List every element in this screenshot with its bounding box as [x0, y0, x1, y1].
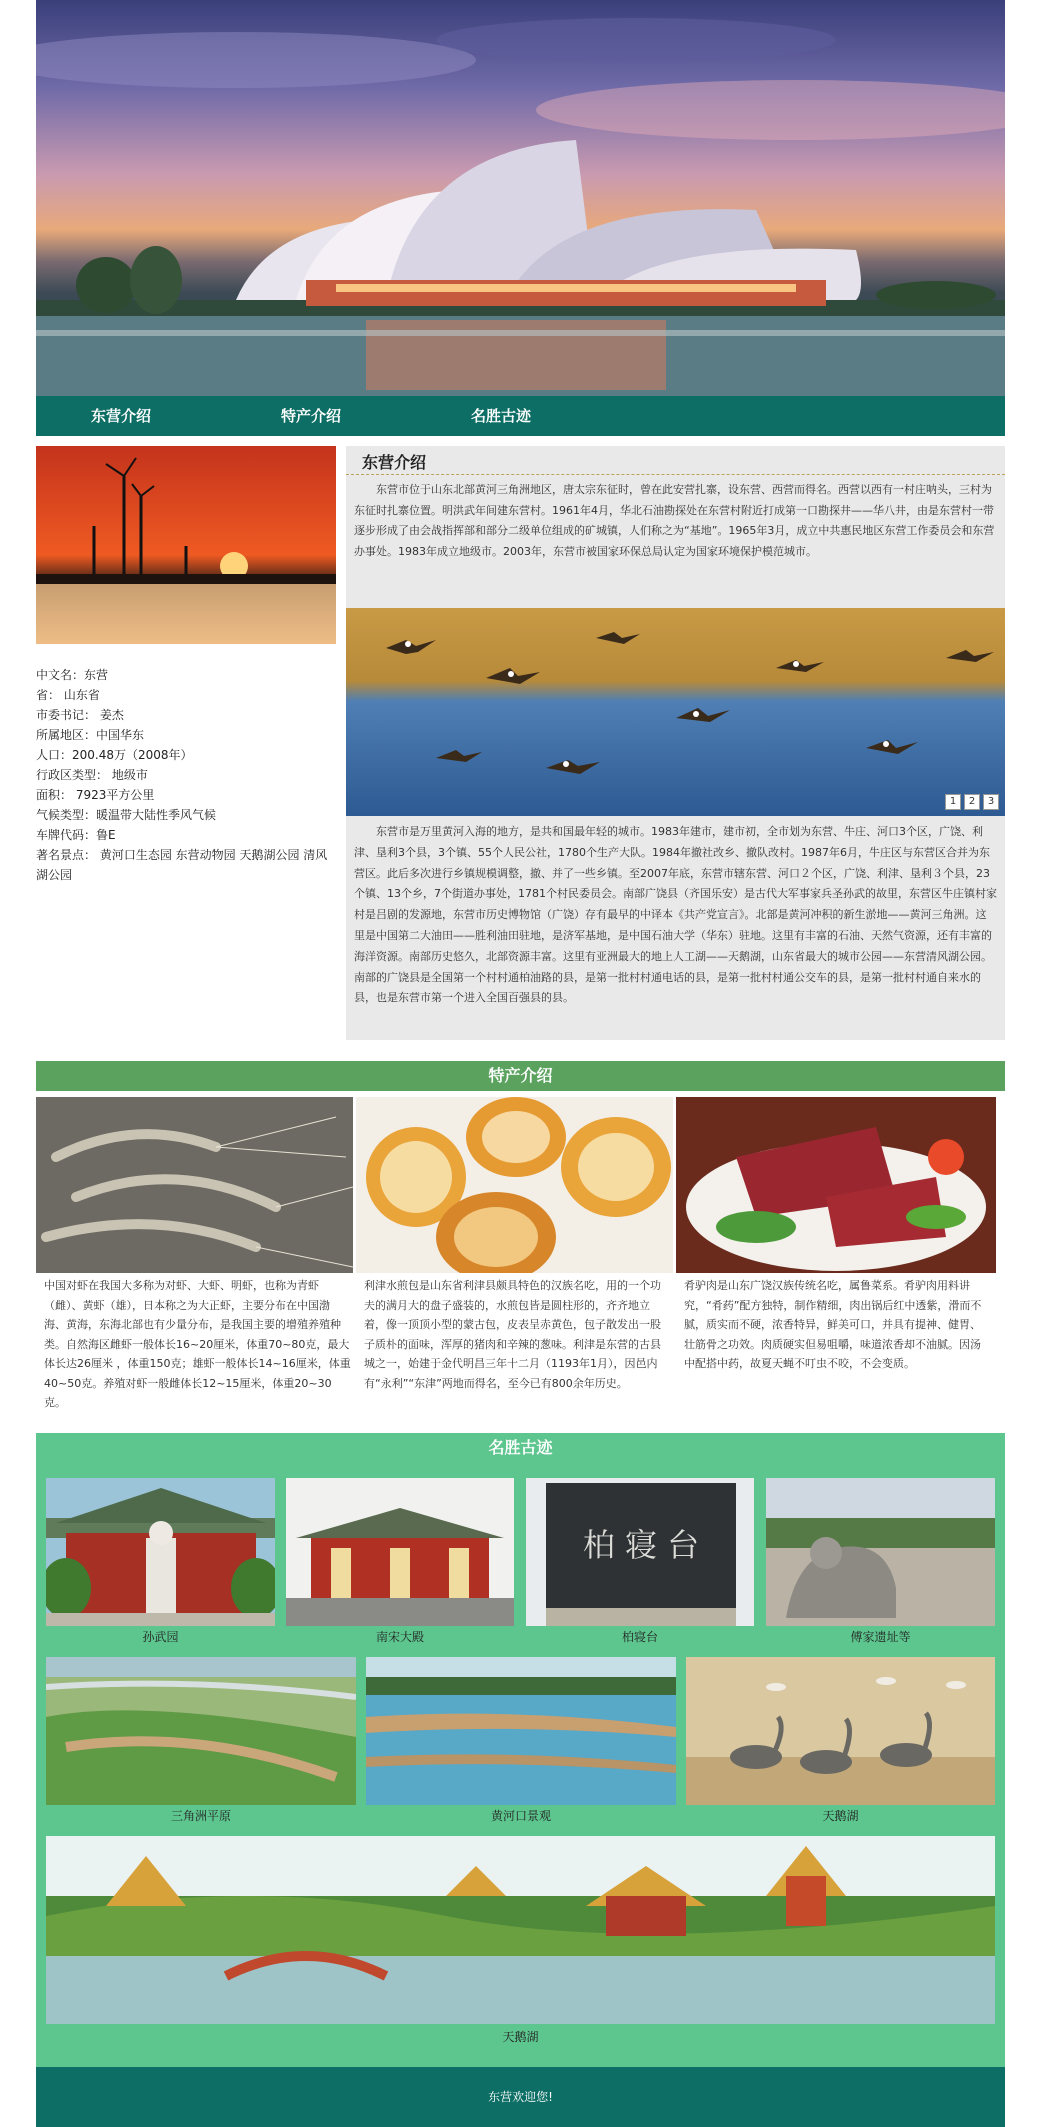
scenic-caption: 天鹅湖 — [822, 1809, 859, 1823]
scenic-caption: 孙武园 — [142, 1630, 179, 1644]
info-row: 省： 山东省 — [36, 688, 100, 702]
shrimp-image — [36, 1097, 353, 1273]
scenic-section — [36, 1433, 1005, 2067]
slider-dots — [942, 789, 999, 810]
swan-lake-panorama-image — [46, 1836, 995, 2024]
scenic-item[interactable] — [686, 1657, 995, 1822]
birds-slider-image — [346, 608, 1005, 816]
scenic-item[interactable] — [766, 1478, 995, 1643]
fried-bun-image — [356, 1097, 673, 1273]
scenic-caption: 三角洲平原 — [170, 1809, 231, 1823]
shrimp-description: 中国对虾在我国大多称为对虾、大虾、明虾，也称为青虾（雌）、黄虾（雄），日本称之为大正虾，主要分布在中国渤海、黄海，东海北部也有少量分布，是我国主要的增殖养殖种类。自然海区雌虾一般体长16~20厘米，体重70~80克，最大体长达26厘米 ，体重150克；雄虾一般体长14~16厘米，体重40~50克。养殖对虾一般雌体长12~15厘米，体重20~30克。 — [44, 1279, 351, 1409]
scenic-section-title: 名胜古迹 — [488, 1438, 553, 1457]
nav-item-scenic[interactable]: 名胜古迹 — [471, 407, 532, 425]
scenic-item[interactable] — [366, 1657, 676, 1822]
slider-dot[interactable]: 3 — [983, 794, 999, 810]
main-nav — [36, 396, 1005, 436]
grand-theatre-illustration — [36, 0, 1005, 396]
intro-paragraph: 东营市位于山东北部黄河三角洲地区，唐太宗东征时，曾在此安营扎寨，设东营、西营而得名。西营以西有一村庄呐头，三村为东征时扎寨位置。明洪武年间建东营村。1961年4月，华北石油勘探处在东营村附近打成第一口勘探井——华八井，由是东营村一带逐步形成了由会战指挥部和部分二级单位组成的矿城镇，人们称之为“基地”。1965年3月，成立中共惠民地区东营工作委员会和东营办事处。1983年成立地级市。2003年，东营市被国家环保总局认定为国家环境保护模范城市。 — [354, 483, 995, 558]
scenic-caption: 南宋大殿 — [375, 1630, 424, 1644]
info-row: 著名景点： 黄河口生态园 东营动物园 天鹅湖公园 清风湖公园 — [36, 848, 328, 882]
intro-paragraph-2: 东营市是万里黄河入海的地方，是共和国最年轻的城市。1983年建市，建市初，全市划为东营、牛庄、河口3个区，广饶、利津、垦利3个县，3个镇、55个人民公社，1780个生产大队。1984年撤社改乡、撤队改村。1987年6月，牛庄区与东营区合并为东营区。此后多次进行乡镇规模调整，撤、并了一些乡镇。至2007年底，东营市辖东营、河口２个区，广饶、利津、垦利３个县，23个镇、13个乡，7个街道办事处，1781个村民委员会。南部广饶县（齐国乐安）是古代大军事家兵圣孙武的故里，东营区牛庄镇村家村是吕剧的发源地，东营市历史博物馆（广饶）存有最早的中译本《共产党宣言》。北部是黄河冲积的新生淤地——黄河三角洲。这里是中国第二大油田——胜利油田驻地，是济军基地，是中国石油大学（华东）驻地。这里有丰富的石油、天然气资源，还有丰富的海洋资源。南部历史悠久，北部资源丰富。这里有亚洲最大的地上人工湖——天鹅湖，山东省最大的城市公园——东营清风湖公园。南部的广饶县是全国第一个村村通柏油路的县，是第一批村村通电话的县，是第一批村村通公交车的县，是第一批村村通自来水的县，也是东营市第一个进入全国百强县的县。 — [354, 825, 997, 1005]
swan-lake-swans-image — [686, 1657, 995, 1805]
hero-banner — [36, 0, 1005, 396]
intro-panel — [346, 446, 1005, 1040]
stele-text: 柏 寝 台 — [582, 1526, 700, 1564]
fried-bun-description: 利津水煎包是山东省利津县颇具特色的汉族名吃，用的一个功夫的满月大的盘子盛装的，水煎包皆是圆柱形的，齐齐地立着，像一顶顶小型的蒙古包，皮表呈赤黄色，包子散发出一股子质朴的面味，浑厚的猪肉和辛辣的葱味。利津是东营的古县城之一，始建于金代明昌三年十二月（1193年1月），因邑内有“永利”“东津”两地而得名，至今已有800余年历史。 — [364, 1279, 661, 1390]
scenic-item[interactable] — [526, 1478, 754, 1643]
southern-song-hall-image — [286, 1478, 514, 1626]
scenic-caption: 傅家遗址等 — [850, 1630, 911, 1644]
info-row: 车牌代码：鲁E — [36, 828, 116, 842]
delta-plain-image — [46, 1657, 356, 1805]
donkey-meat-description: 肴驴肉是山东广饶汉族传统名吃，属鲁菜系。肴驴肉用料讲究，“肴药”配方独特，制作精细，肉出锅后红中透紫，滑而不腻，质实而不硬，浓香特异，鲜美可口，并具有提神、健胃、壮筋骨之功效。肉质硬实但易咀嚼，味道浓香却不油腻。因汤中配搭中药，故夏天蝇不叮虫不咬，不会变质。 — [684, 1279, 982, 1370]
fujia-site-image — [766, 1478, 995, 1626]
scenic-item[interactable] — [46, 1478, 275, 1643]
windmill-sunset-image — [36, 446, 336, 644]
city-info-list — [36, 665, 336, 885]
info-row: 行政区类型： 地级市 — [36, 768, 148, 782]
specialty-section-title: 特产介绍 — [36, 1061, 1005, 1091]
sunwu-garden-image — [46, 1478, 275, 1626]
intro-title: 东营介绍 — [362, 453, 427, 472]
scenic-caption: 柏寝台 — [621, 1630, 658, 1644]
slider-dot[interactable]: 1 — [945, 794, 961, 810]
braised-donkey-meat-image — [676, 1097, 996, 1273]
baiqin-terrace-stele-image — [526, 1478, 754, 1626]
yellow-river-estuary-image — [366, 1657, 676, 1805]
info-row: 所属地区：中国华东 — [36, 728, 145, 742]
scenic-caption: 天鹅湖 — [502, 2030, 539, 2044]
page — [36, 0, 1005, 2104]
divider — [346, 474, 1005, 475]
scenic-caption: 黄河口景观 — [490, 1809, 551, 1823]
info-row: 中文名：东营 — [36, 668, 109, 682]
nav-item-specialty[interactable]: 特产介绍 — [281, 407, 342, 425]
info-row: 人口：200.48万（2008年） — [36, 748, 193, 762]
nav-item-dongying-intro[interactable]: 东营介绍 — [91, 407, 152, 425]
info-row: 气候类型：暖温带大陆性季风气候 — [36, 808, 217, 822]
info-row: 市委书记： 姜杰 — [36, 708, 124, 722]
info-row: 面积： 7923平方公里 — [36, 788, 155, 802]
scenic-item[interactable] — [286, 1478, 514, 1643]
slider-dot[interactable]: 2 — [964, 794, 980, 810]
footer: 东营欢迎您! — [36, 2067, 1005, 2127]
scenic-item[interactable] — [46, 1836, 995, 2066]
scenic-item[interactable] — [46, 1657, 356, 1822]
